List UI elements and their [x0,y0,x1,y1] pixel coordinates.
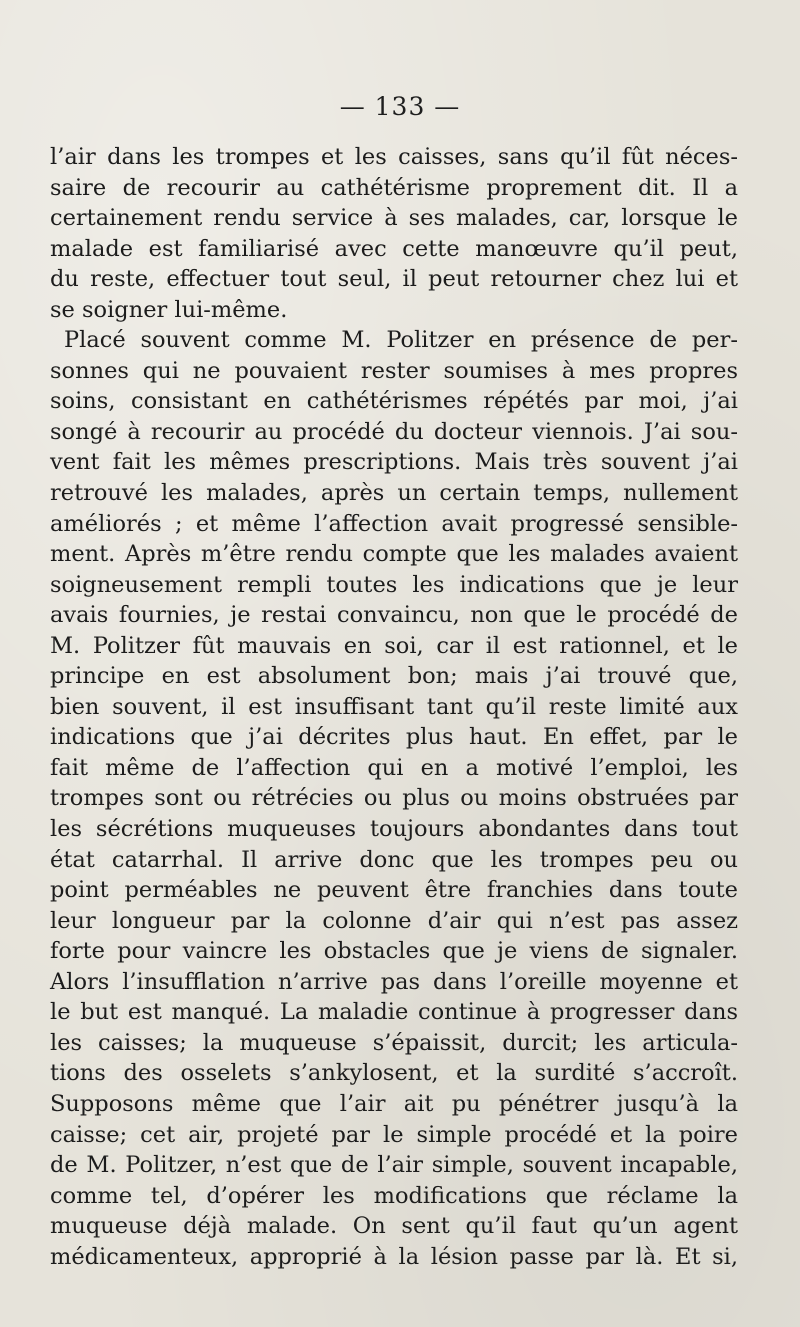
text-line: les caisses; la muqueuse s’épaissit, durcit; les articula- [50,1029,738,1056]
text-line: état catarrhal. Il arrive donc que les trompes peu ou [50,846,738,873]
text-line: point perméables ne peuvent être franchies dans toute [50,877,738,904]
text-line: trompes sont ou rétrécies ou plus ou moins obstruées par [50,785,738,812]
text-line: du reste, effectuer tout seul, il peut retourner chez lui et [50,266,738,293]
text-line: certainement rendu service à ses malades, car, lorsque le [50,205,738,232]
text-line: muqueuse déjà malade. On sent qu’il faut qu’un agent [50,1213,738,1240]
text-line: caisse; cet air, projeté par le simple procédé et la poire [50,1121,738,1148]
text-line: principe en est absolument bon; mais j’ai trouvé que, [50,663,738,690]
text-line: M. Politzer fût mauvais en soi, car il est rationnel, et le [50,632,738,659]
text-line: sonnes qui ne pouvaient rester soumises à mes propres [50,357,738,384]
text-line: améliorés ; et même l’affection avait progressé sensible- [50,510,738,537]
text-line: soins, consistant en cathétérismes répétés par moi, j’ai [50,388,738,415]
text-line: le but est manqué. La maladie continue à progresser dans [50,999,738,1026]
text-line: songé à recourir au procédé du docteur viennois. J’ai sou- [50,418,738,445]
text-line: se soigner lui-même. [50,296,288,323]
text-line: fait même de l’affection qui en a motivé l’emploi, les [50,754,738,781]
text-line: saire de recourir au cathétérisme proprement dit. Il a [50,174,738,201]
text-line: Alors l’insufflation n’arrive pas dans l’oreille moyenne et [50,968,738,995]
text-line: comme tel, d’opérer les modifications que réclame la [50,1182,738,1209]
text-line: retrouvé les malades, après un certain temps, nullement [50,480,738,507]
text-line: les sécrétions muqueuses toujours abondantes dans tout [50,816,738,843]
page-number: — 133 — [339,92,461,121]
body-text [50,142,738,1272]
text-line: vent fait les mêmes prescriptions. Mais très souvent j’ai [50,449,738,476]
text-line: leur longueur par la colonne d’air qui n’est pas assez [50,907,738,934]
text-line: médicamenteux, approprié à la lésion passe par là. Et si, [50,1243,738,1270]
text-line: bien souvent, il est insuffisant tant qu’il reste limité aux [50,693,738,720]
text-line: Placé souvent comme M. Politzer en présence de per- [64,327,738,354]
text-line: de M. Politzer, n’est que de l’air simple, souvent incapable, [50,1152,738,1179]
text-line: malade est familiarisé avec cette manœuvre qu’il peut, [50,235,738,262]
text-line: l’air dans les trompes et les caisses, sans qu’il fût néces- [50,144,738,170]
text-line: Supposons même que l’air ait pu pénétrer jusqu’à la [50,1090,738,1117]
text-line: ment. Après m’être rendu compte que les malades avaient [50,541,738,568]
text-line: tions des osselets s’ankylosent, et la surdité s’accroît. [50,1060,738,1087]
text-line: forte pour vaincre les obstacles que je viens de signaler. [50,938,738,965]
text-line: soigneusement rempli toutes les indications que je leur [50,571,738,598]
text-line: indications que j’ai décrites plus haut. En effet, par le [50,724,738,751]
text-line: avais fournies, je restai convaincu, non que le procédé de [50,602,738,629]
